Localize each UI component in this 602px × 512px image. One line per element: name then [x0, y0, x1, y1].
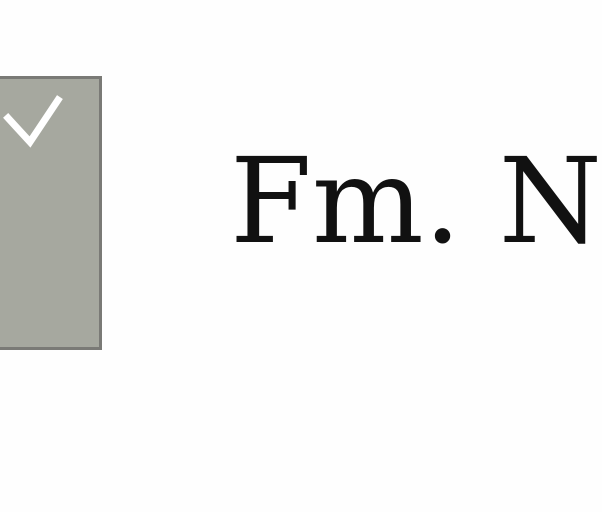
legend-label: Fm. N — [230, 132, 602, 270]
check-icon — [6, 94, 70, 158]
